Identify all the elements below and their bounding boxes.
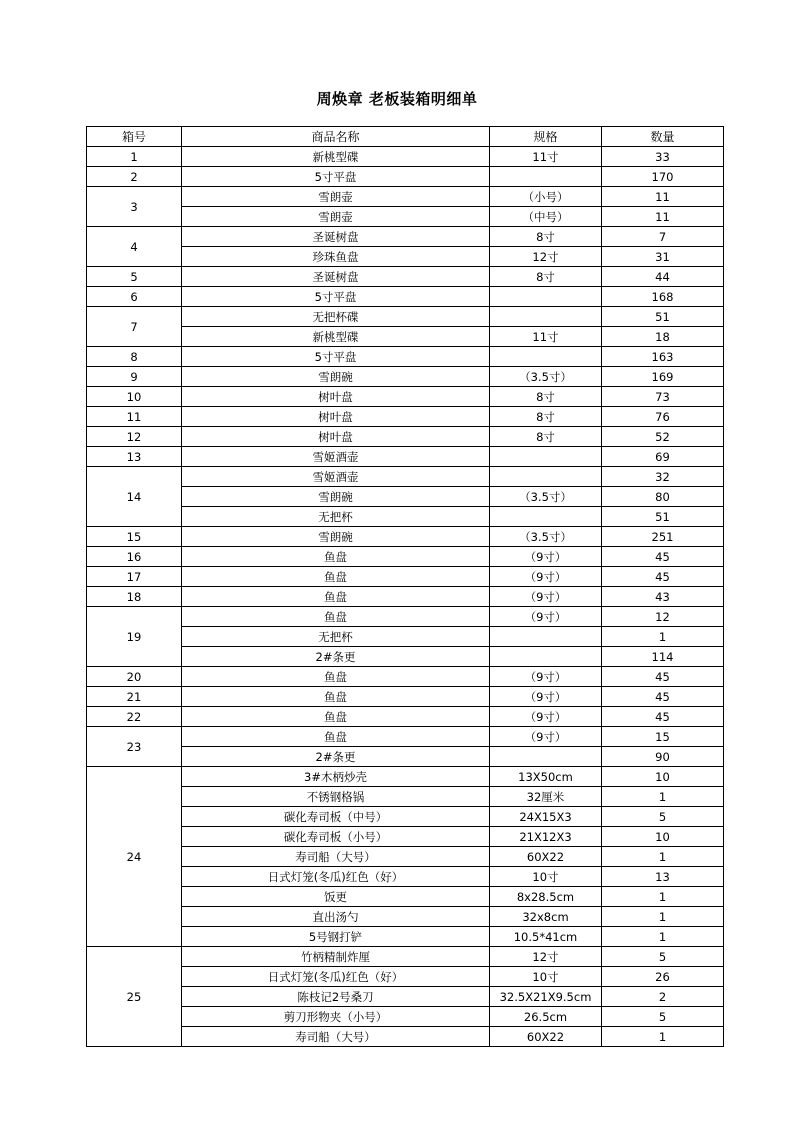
box-number-cell: 8 [87, 347, 182, 367]
table-row [87, 687, 724, 707]
spec-cell: 8x28.5cm [490, 887, 602, 907]
table-row [87, 887, 724, 907]
quantity-cell: 1 [602, 907, 724, 927]
product-name-cell: 鱼盘 [182, 567, 490, 587]
quantity-cell: 1 [602, 1027, 724, 1047]
header-spec: 规格 [490, 127, 602, 147]
product-name-cell: 树叶盘 [182, 387, 490, 407]
box-number-cell: 3 [87, 187, 182, 227]
quantity-cell: 51 [602, 507, 724, 527]
product-name-cell: 竹柄精制炸厘 [182, 947, 490, 967]
table-row [87, 647, 724, 667]
spec-cell: （9寸） [490, 667, 602, 687]
spec-cell: 10寸 [490, 867, 602, 887]
quantity-cell: 69 [602, 447, 724, 467]
table-row [87, 327, 724, 347]
product-name-cell: 雪朗碗 [182, 487, 490, 507]
spec-cell: 8寸 [490, 387, 602, 407]
product-name-cell: 剪刀形物夹（小号） [182, 1007, 490, 1027]
table-row [87, 207, 724, 227]
document-title: 周焕章 老板装箱明细单 [316, 90, 478, 108]
quantity-cell: 2 [602, 987, 724, 1007]
spec-cell: 8寸 [490, 427, 602, 447]
spec-cell: （9寸） [490, 547, 602, 567]
table-row [87, 267, 724, 287]
product-name-cell: 5寸平盘 [182, 287, 490, 307]
spec-cell [490, 627, 602, 647]
box-number-cell: 22 [87, 707, 182, 727]
box-number-cell: 19 [87, 607, 182, 667]
table-row [87, 627, 724, 647]
spec-cell [490, 647, 602, 667]
quantity-cell: 251 [602, 527, 724, 547]
table-row [87, 547, 724, 567]
box-number-cell: 15 [87, 527, 182, 547]
header-row [87, 127, 724, 147]
box-number-cell: 6 [87, 287, 182, 307]
box-number-cell: 20 [87, 667, 182, 687]
product-name-cell: 无把杯碟 [182, 307, 490, 327]
product-name-cell: 树叶盘 [182, 427, 490, 447]
product-name-cell: 不锈钢格锅 [182, 787, 490, 807]
product-name-cell: 5号钢打铲 [182, 927, 490, 947]
product-name-cell: 寿司船（大号） [182, 1027, 490, 1047]
box-number-cell: 1 [87, 147, 182, 167]
table-row [87, 787, 724, 807]
spec-cell: 8寸 [490, 227, 602, 247]
box-number-cell: 12 [87, 427, 182, 447]
product-name-cell: 雪朗壶 [182, 187, 490, 207]
quantity-cell: 163 [602, 347, 724, 367]
product-name-cell: 无把杯 [182, 627, 490, 647]
table-row [87, 507, 724, 527]
quantity-cell: 76 [602, 407, 724, 427]
quantity-cell: 1 [602, 927, 724, 947]
table-row [87, 427, 724, 447]
quantity-cell: 80 [602, 487, 724, 507]
product-name-cell: 鱼盘 [182, 727, 490, 747]
spec-cell: 32x8cm [490, 907, 602, 927]
spec-cell: 11寸 [490, 147, 602, 167]
spec-cell: （中号） [490, 207, 602, 227]
spec-cell [490, 167, 602, 187]
product-name-cell: 3#木柄炒壳 [182, 767, 490, 787]
spec-cell: （小号） [490, 187, 602, 207]
quantity-cell: 114 [602, 647, 724, 667]
quantity-cell: 45 [602, 547, 724, 567]
packing-list-table [86, 126, 724, 1047]
quantity-cell: 1 [602, 847, 724, 867]
quantity-cell: 170 [602, 167, 724, 187]
table-row [87, 807, 724, 827]
quantity-cell: 11 [602, 207, 724, 227]
table-row [87, 587, 724, 607]
product-name-cell: 寿司船（大号） [182, 847, 490, 867]
quantity-cell: 7 [602, 227, 724, 247]
product-name-cell: 5寸平盘 [182, 347, 490, 367]
product-name-cell: 5寸平盘 [182, 167, 490, 187]
product-name-cell: 珍珠鱼盘 [182, 247, 490, 267]
spec-cell: 10寸 [490, 967, 602, 987]
table-row [87, 927, 724, 947]
table-row [87, 1007, 724, 1027]
table-row [87, 307, 724, 327]
box-number-cell: 24 [87, 767, 182, 947]
product-name-cell: 2#条更 [182, 647, 490, 667]
table-row [87, 447, 724, 467]
quantity-cell: 52 [602, 427, 724, 447]
table-row [87, 607, 724, 627]
quantity-cell: 44 [602, 267, 724, 287]
product-name-cell: 陈枝记2号桑刀 [182, 987, 490, 1007]
quantity-cell: 43 [602, 587, 724, 607]
table-row [87, 967, 724, 987]
box-number-cell: 2 [87, 167, 182, 187]
quantity-cell: 15 [602, 727, 724, 747]
box-number-cell: 17 [87, 567, 182, 587]
quantity-cell: 5 [602, 807, 724, 827]
table-row [87, 827, 724, 847]
table-row [87, 167, 724, 187]
spec-cell [490, 507, 602, 527]
quantity-cell: 90 [602, 747, 724, 767]
box-number-cell: 5 [87, 267, 182, 287]
box-number-cell: 13 [87, 447, 182, 467]
table-row [87, 1027, 724, 1047]
product-name-cell: 鱼盘 [182, 587, 490, 607]
spec-cell: 32.5X21X9.5cm [490, 987, 602, 1007]
product-name-cell: 新桃型碟 [182, 147, 490, 167]
box-number-cell: 4 [87, 227, 182, 267]
spec-cell: 12寸 [490, 947, 602, 967]
product-name-cell: 树叶盘 [182, 407, 490, 427]
table-row [87, 227, 724, 247]
product-name-cell: 饭更 [182, 887, 490, 907]
box-number-cell: 25 [87, 947, 182, 1047]
quantity-cell: 33 [602, 147, 724, 167]
box-number-cell: 9 [87, 367, 182, 387]
spec-cell: 21X12X3 [490, 827, 602, 847]
table-row [87, 467, 724, 487]
spec-cell: 8寸 [490, 267, 602, 287]
quantity-cell: 168 [602, 287, 724, 307]
product-name-cell: 鱼盘 [182, 547, 490, 567]
quantity-cell: 18 [602, 327, 724, 347]
box-number-cell: 21 [87, 687, 182, 707]
product-name-cell: 雪朗碗 [182, 367, 490, 387]
product-name-cell: 日式灯笼(冬瓜)红色（好） [182, 967, 490, 987]
table-row [87, 667, 724, 687]
quantity-cell: 45 [602, 707, 724, 727]
quantity-cell: 169 [602, 367, 724, 387]
quantity-cell: 13 [602, 867, 724, 887]
quantity-cell: 45 [602, 667, 724, 687]
header-quantity: 数量 [602, 127, 724, 147]
quantity-cell: 73 [602, 387, 724, 407]
quantity-cell: 1 [602, 787, 724, 807]
product-name-cell: 圣诞树盘 [182, 227, 490, 247]
product-name-cell: 鱼盘 [182, 607, 490, 627]
spec-cell [490, 287, 602, 307]
header-product-name: 商品名称 [182, 127, 490, 147]
product-name-cell: 无把杯 [182, 507, 490, 527]
table-row [87, 907, 724, 927]
product-name-cell: 碳化寿司板（小号） [182, 827, 490, 847]
product-name-cell: 鱼盘 [182, 667, 490, 687]
box-number-cell: 14 [87, 467, 182, 527]
table-row [87, 867, 724, 887]
product-name-cell: 雪朗壶 [182, 207, 490, 227]
spec-cell: （3.5寸） [490, 527, 602, 547]
table-row [87, 147, 724, 167]
product-name-cell: 雪姬酒壶 [182, 467, 490, 487]
table-row [87, 707, 724, 727]
box-number-cell: 16 [87, 547, 182, 567]
quantity-cell: 31 [602, 247, 724, 267]
spec-cell: 32厘米 [490, 787, 602, 807]
product-name-cell: 2#条更 [182, 747, 490, 767]
quantity-cell: 26 [602, 967, 724, 987]
table-row [87, 747, 724, 767]
spec-cell: 10.5*41cm [490, 927, 602, 947]
box-number-cell: 7 [87, 307, 182, 347]
table-row [87, 567, 724, 587]
table-row [87, 847, 724, 867]
spec-cell: （9寸） [490, 707, 602, 727]
spec-cell [490, 747, 602, 767]
quantity-cell: 10 [602, 827, 724, 847]
spec-cell: （9寸） [490, 587, 602, 607]
quantity-cell: 32 [602, 467, 724, 487]
spec-cell: （3.5寸） [490, 487, 602, 507]
product-name-cell: 新桃型碟 [182, 327, 490, 347]
box-number-cell: 18 [87, 587, 182, 607]
product-name-cell: 日式灯笼(冬瓜)红色（好） [182, 867, 490, 887]
spec-cell [490, 347, 602, 367]
product-name-cell: 碳化寿司板（中号） [182, 807, 490, 827]
spec-cell: 24X15X3 [490, 807, 602, 827]
header-box-number: 箱号 [87, 127, 182, 147]
table-row [87, 287, 724, 307]
quantity-cell: 51 [602, 307, 724, 327]
spec-cell: （9寸） [490, 607, 602, 627]
table-row [87, 347, 724, 367]
spec-cell: （3.5寸） [490, 367, 602, 387]
table-body [87, 147, 724, 1047]
quantity-cell: 10 [602, 767, 724, 787]
product-name-cell: 鱼盘 [182, 687, 490, 707]
spec-cell [490, 447, 602, 467]
table-row [87, 187, 724, 207]
spec-cell: 11寸 [490, 327, 602, 347]
table-row [87, 487, 724, 507]
table-row [87, 407, 724, 427]
table-row [87, 527, 724, 547]
spec-cell: 8寸 [490, 407, 602, 427]
quantity-cell: 1 [602, 627, 724, 647]
box-number-cell: 10 [87, 387, 182, 407]
spec-cell [490, 307, 602, 327]
product-name-cell: 鱼盘 [182, 707, 490, 727]
product-name-cell: 雪朗碗 [182, 527, 490, 547]
spec-cell: （9寸） [490, 567, 602, 587]
spec-cell: （9寸） [490, 687, 602, 707]
box-number-cell: 23 [87, 727, 182, 767]
table-row [87, 247, 724, 267]
table-row [87, 387, 724, 407]
spec-cell: 13X50cm [490, 767, 602, 787]
spec-cell: 60X22 [490, 1027, 602, 1047]
quantity-cell: 45 [602, 567, 724, 587]
spec-cell: 26.5cm [490, 1007, 602, 1027]
table-row [87, 367, 724, 387]
product-name-cell: 圣诞树盘 [182, 267, 490, 287]
product-name-cell: 雪姬酒壶 [182, 447, 490, 467]
spec-cell [490, 467, 602, 487]
product-name-cell: 直出汤勺 [182, 907, 490, 927]
quantity-cell: 5 [602, 947, 724, 967]
table-row [87, 987, 724, 1007]
table-row [87, 727, 724, 747]
box-number-cell: 11 [87, 407, 182, 427]
spec-cell: 60X22 [490, 847, 602, 867]
quantity-cell: 12 [602, 607, 724, 627]
quantity-cell: 5 [602, 1007, 724, 1027]
table-row [87, 947, 724, 967]
quantity-cell: 1 [602, 887, 724, 907]
quantity-cell: 11 [602, 187, 724, 207]
spec-cell: 12寸 [490, 247, 602, 267]
quantity-cell: 45 [602, 687, 724, 707]
table-row [87, 767, 724, 787]
spec-cell: （9寸） [490, 727, 602, 747]
